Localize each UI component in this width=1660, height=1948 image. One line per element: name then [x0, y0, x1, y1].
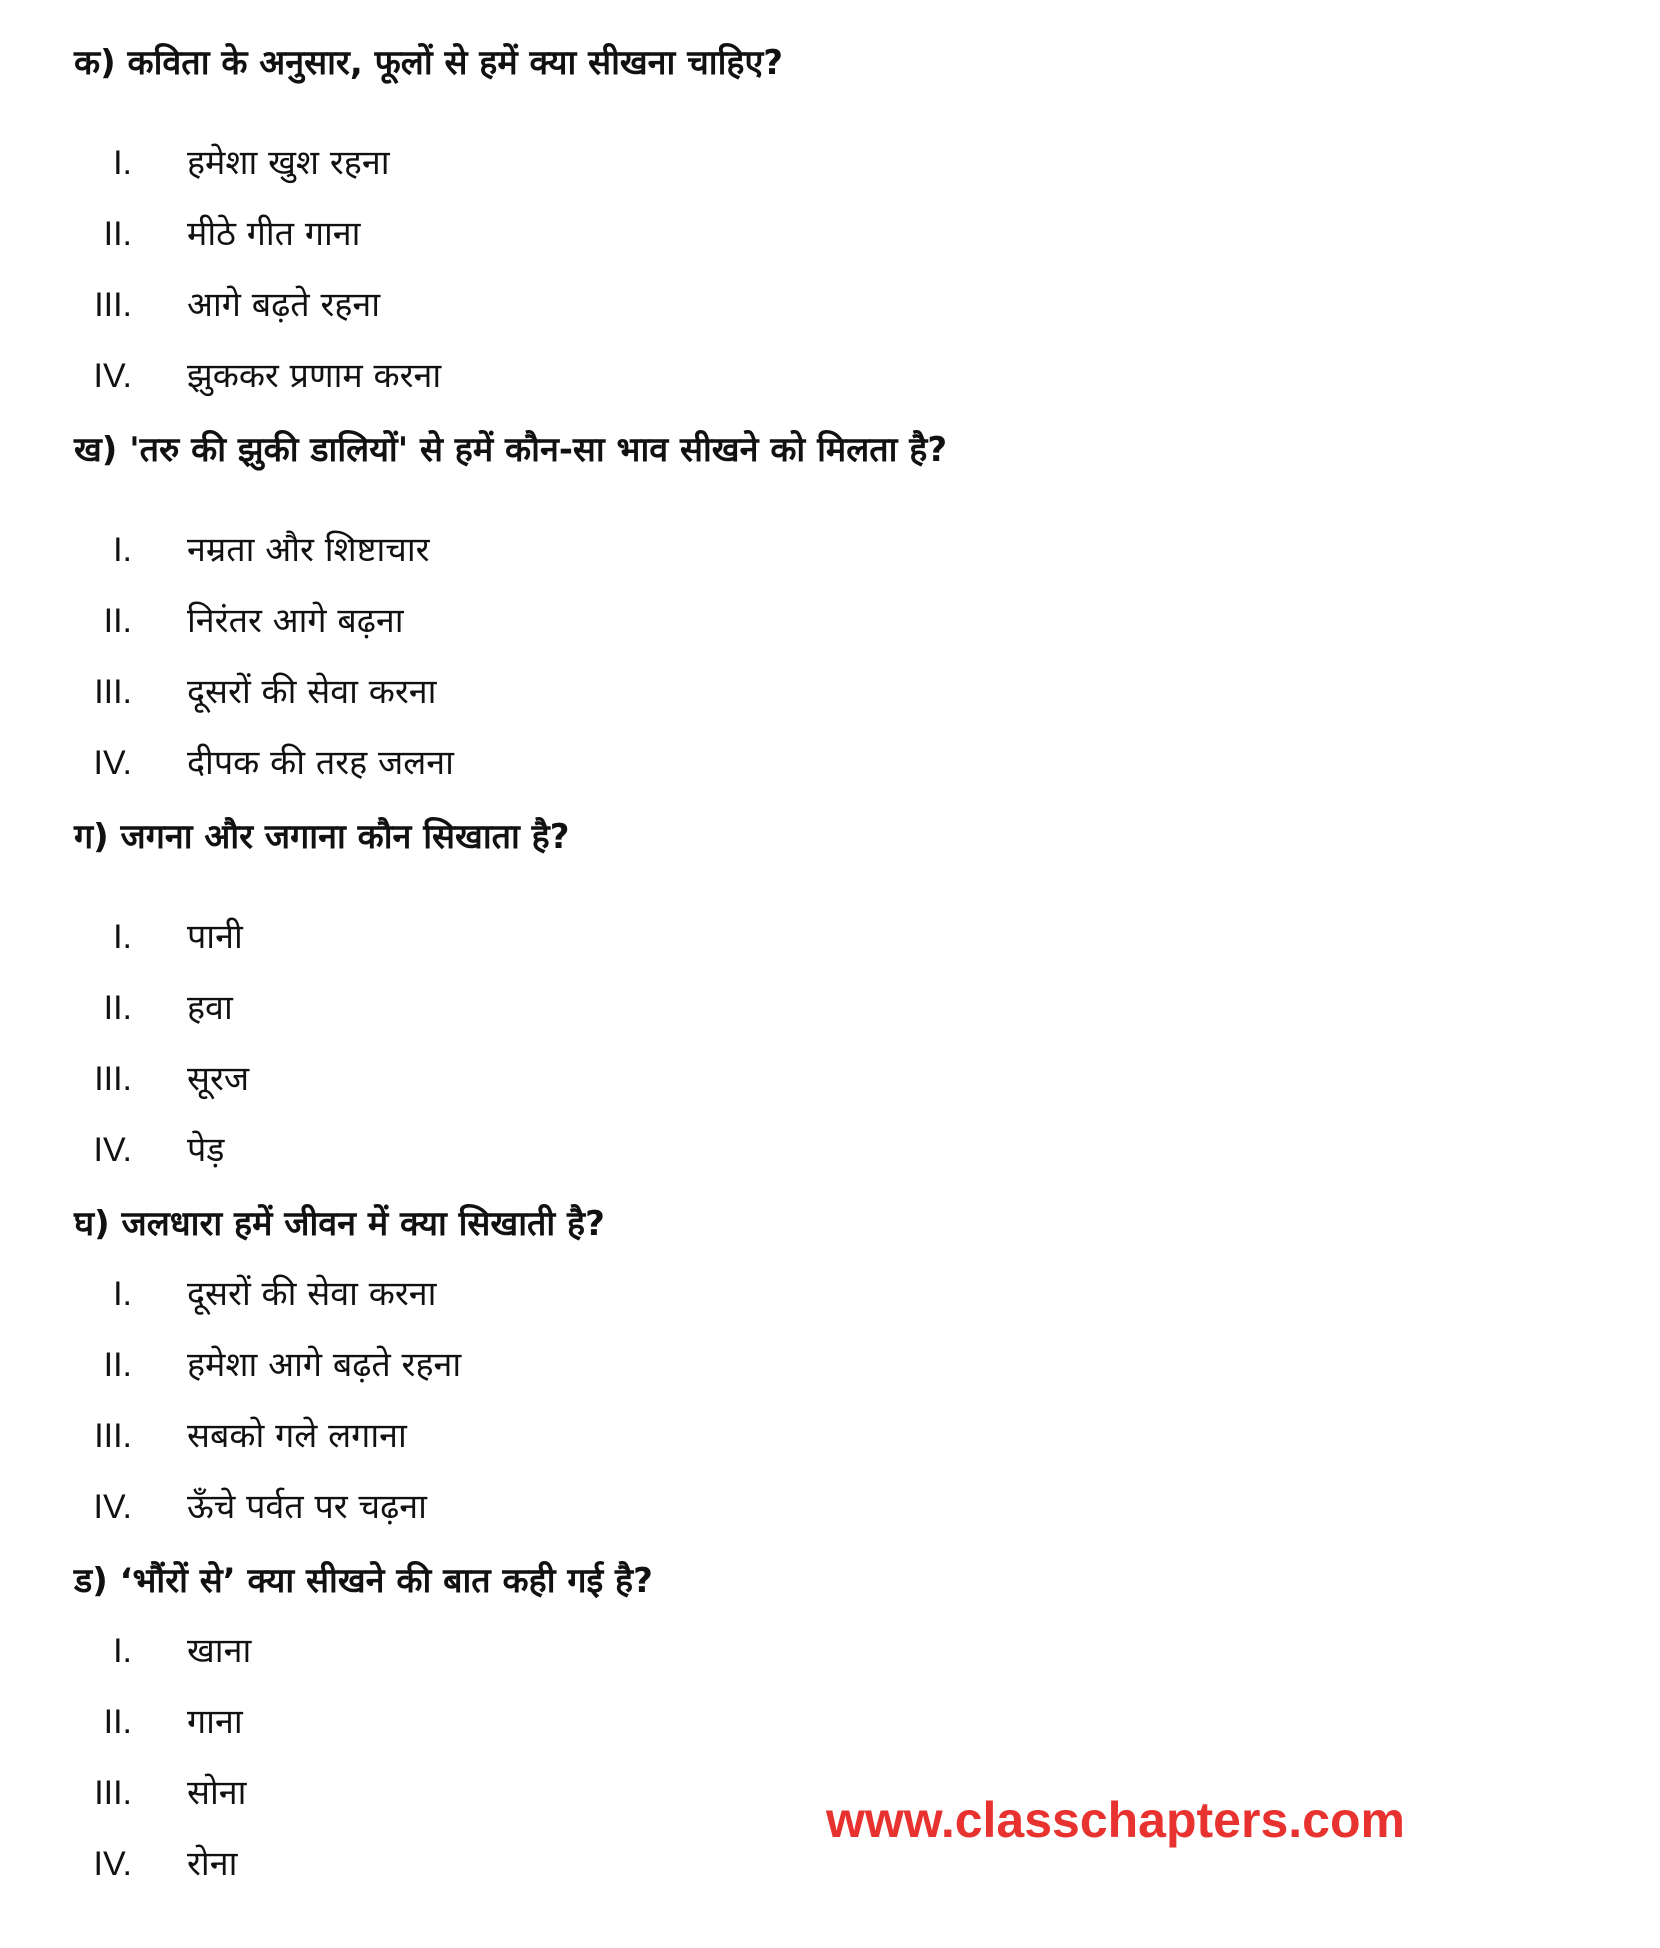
option-numeral: IV.: [93, 744, 132, 782]
option-text: हमेशा आगे बढ़ते रहना: [187, 1345, 462, 1385]
option-gha-2: [0, 1335, 1200, 1395]
option-ka-2: [0, 204, 1200, 264]
option-text: पानी: [187, 917, 243, 957]
option-numeral: I.: [113, 918, 132, 956]
option-numeral: IV.: [93, 1131, 132, 1169]
option-gha-3: [0, 1406, 1200, 1466]
option-kha-2: [0, 591, 1200, 651]
option-numeral: III.: [94, 1774, 132, 1812]
option-numeral: I.: [113, 144, 132, 182]
option-text: झुककर प्रणाम करना: [187, 356, 442, 396]
option-text: ऊँचे पर्वत पर चढ़ना: [187, 1487, 427, 1527]
option-text: सबको गले लगाना: [187, 1416, 407, 1456]
option-da-1: [0, 1621, 1200, 1681]
option-gha-1: [0, 1264, 1200, 1324]
option-ga-2: [0, 978, 1200, 1038]
option-text: नम्रता और शिष्टाचार: [187, 530, 430, 570]
option-ga-1: [0, 907, 1200, 967]
option-numeral: II.: [103, 989, 132, 1027]
option-text: दूसरों की सेवा करना: [187, 1274, 437, 1314]
option-numeral: II.: [103, 1346, 132, 1384]
question-gha: घ) जलधारा हमें जीवन में क्या सिखाती है?: [74, 1204, 605, 1244]
option-text: रोना: [187, 1844, 238, 1884]
option-text: दूसरों की सेवा करना: [187, 672, 437, 712]
option-text: मीठे गीत गाना: [187, 214, 361, 254]
option-numeral: IV.: [93, 1488, 132, 1526]
question-ga: ग) जगना और जगाना कौन सिखाता है?: [74, 817, 570, 857]
option-numeral: III.: [94, 673, 132, 711]
option-numeral: IV.: [93, 1845, 132, 1883]
option-text: आगे बढ़ते रहना: [187, 285, 381, 325]
option-numeral: I.: [113, 1632, 132, 1670]
option-text: दीपक की तरह जलना: [187, 743, 454, 783]
option-numeral: I.: [113, 1275, 132, 1313]
option-numeral: III.: [94, 286, 132, 324]
option-numeral: IV.: [93, 357, 132, 395]
site-watermark[interactable]: www.classchapters.com: [826, 1792, 1405, 1848]
option-text: पेड़: [187, 1130, 225, 1170]
option-numeral: I.: [113, 531, 132, 569]
question-ka: क) कविता के अनुसार, फूलों से हमें क्या सीखना चाहिए?: [74, 43, 783, 83]
option-kha-4: [0, 733, 1200, 793]
option-text: निरंतर आगे बढ़ना: [187, 601, 404, 641]
option-text: हवा: [187, 988, 233, 1028]
option-kha-3: [0, 662, 1200, 722]
option-numeral: II.: [103, 215, 132, 253]
question-kha: ख) 'तरु की झुकी डालियों' से हमें कौन-सा भाव सीखने को मिलता है?: [74, 430, 948, 470]
option-text: सोना: [187, 1773, 247, 1813]
option-ga-4: [0, 1120, 1200, 1180]
option-da-2: [0, 1692, 1200, 1752]
option-numeral: II.: [103, 602, 132, 640]
option-ka-3: [0, 275, 1200, 335]
option-gha-4: [0, 1477, 1200, 1537]
option-numeral: III.: [94, 1417, 132, 1455]
option-ga-3: [0, 1049, 1200, 1109]
option-text: गाना: [187, 1702, 243, 1742]
option-text: सूरज: [187, 1059, 250, 1099]
option-ka-1: [0, 133, 1200, 193]
option-text: हमेशा खुश रहना: [187, 143, 390, 183]
option-text: खाना: [187, 1631, 252, 1671]
question-da: ड) ‘भौंरों से’ क्या सीखने की बात कही गई है?: [74, 1561, 653, 1601]
option-numeral: III.: [94, 1060, 132, 1098]
option-kha-1: [0, 520, 1200, 580]
option-ka-4: [0, 346, 1200, 406]
option-numeral: II.: [103, 1703, 132, 1741]
